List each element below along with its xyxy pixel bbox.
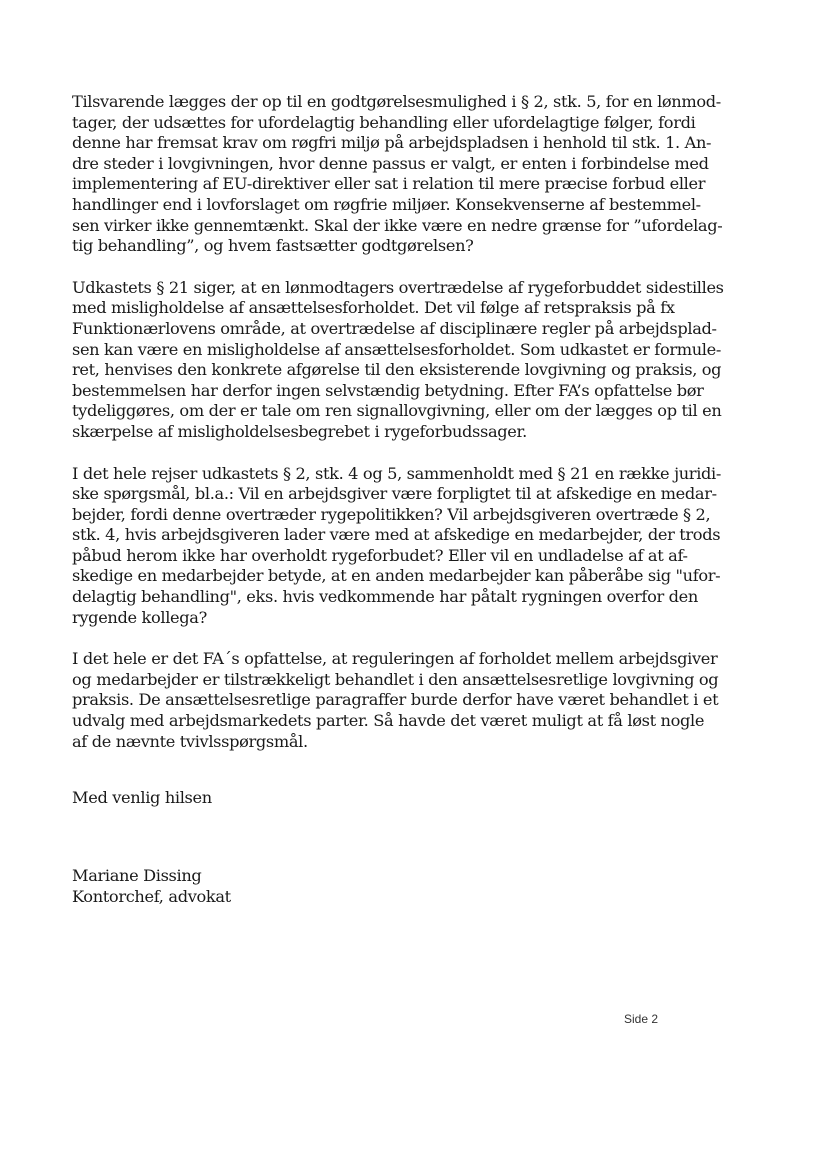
signatory-name: Mariane Dissing xyxy=(72,866,202,885)
text-line: implementering af EU-direktiver eller sat i relation til mere præcise forbud eller xyxy=(72,174,706,194)
text-line: af de nævnte tvivlsspørgsmål. xyxy=(72,731,308,751)
page-number: Side 2 xyxy=(624,1012,659,1026)
text-line: skedige en medarbejder betyde, at en anden medarbejder kan påberåbe sig "ufor- xyxy=(72,566,721,586)
text-line: ske spørgsmål, bl.a.: Vil en arbejdsgiver være forpligtet til at afskedige en medar- xyxy=(72,484,717,504)
text-line: sen kan være en misligholdelse af ansættelsesforholdet. Som udkastet er formule- xyxy=(72,339,721,359)
text-line: udvalg med arbejdsmarkedets parter. Så havde det været muligt at få løst nogle xyxy=(72,711,705,731)
signatory-title: Kontorchef, advokat xyxy=(72,886,231,906)
text-line: tig behandling”, og hvem fastsætter godtgørelsen? xyxy=(72,236,474,256)
text-line: skærpelse af misligholdelsesbegrebet i rygeforbudssager. xyxy=(72,421,527,441)
text-line: delagtig behandling", eks. hvis vedkommende har påtalt rygningen overfor den xyxy=(72,587,698,607)
text-line: Funktionærlovens område, at overtrædelse af disciplinære regler på arbejdsplad- xyxy=(72,318,717,338)
signature-block xyxy=(72,866,231,907)
text-line: dre steder i lovgivningen, hvor denne passus er valgt, er enten i forbindelse med xyxy=(72,153,709,173)
text-line: tager, der udsættes for ufordelagtig behandling eller ufordelagtige følger, fordi xyxy=(72,112,696,132)
text-line: Tilsvarende lægges der op til en godtgørelsesmulighed i § 2, stk. 5, for en lønmod- xyxy=(72,92,721,111)
text-line: og medarbejder er tilstrækkeligt behandlet i den ansættelsesretlige lovgivning og xyxy=(72,669,719,689)
paragraph xyxy=(72,92,723,257)
text-line: med misligholdelse af ansættelsesforholdet. Det vil følge af retspraksis på fx xyxy=(72,298,675,318)
text-line: bejder, fordi denne overtræder rygepolitikken? Vil arbejdsgiveren overtræde § 2, xyxy=(72,504,711,524)
paragraph xyxy=(72,649,719,752)
paragraph xyxy=(72,277,724,443)
text-line: handlinger end i lovforslaget om røgfrie miljøer. Konsekvenserne af bestemmel- xyxy=(72,194,701,214)
text-line: tydeliggøres, om der er tale om ren signallovgivning, eller om der lægges op til en xyxy=(72,401,722,421)
text-line: Udkastets § 21 siger, at en lønmodtagers overtrædelse af rygeforbuddet sidestilles xyxy=(72,277,724,297)
text-line: sen virker ikke gennemtænkt. Skal der ikke være en nedre grænse for ”ufordelag- xyxy=(72,215,723,235)
text-line: rygende kollega? xyxy=(72,607,207,627)
text-line: stk. 4, hvis arbejdsgiveren lader være med at afskedige en medarbejder, der trods xyxy=(72,525,721,545)
text-line: denne har fremsat krav om røgfri miljø på arbejdspladsen i henhold til stk. 1. An- xyxy=(72,133,712,153)
text-line: I det hele er det FA´s opfattelse, at reguleringen af forholdet mellem arbejdsgiver xyxy=(72,649,718,669)
paragraph xyxy=(72,463,721,629)
text-line: bestemmelsen har derfor ingen selvstændig betydning. Efter FA’s opfattelse bør xyxy=(72,380,704,400)
text-line: påbud herom ikke har overholdt rygeforbudet? Eller vil en undladelse af at af- xyxy=(72,545,688,565)
text-line: ret, henvises den konkrete afgørelse til den eksisterende lovgivning og praksis, og xyxy=(72,360,722,380)
text-line: I det hele rejser udkastets § 2, stk. 4 og 5, sammenholdt med § 21 en række juridi- xyxy=(72,463,721,483)
closing-greeting: Med venlig hilsen xyxy=(72,788,212,807)
letter-body xyxy=(72,92,724,773)
text-line: praksis. De ansættelsesretlige paragraffer burde derfor have været behandlet i et xyxy=(72,690,719,710)
